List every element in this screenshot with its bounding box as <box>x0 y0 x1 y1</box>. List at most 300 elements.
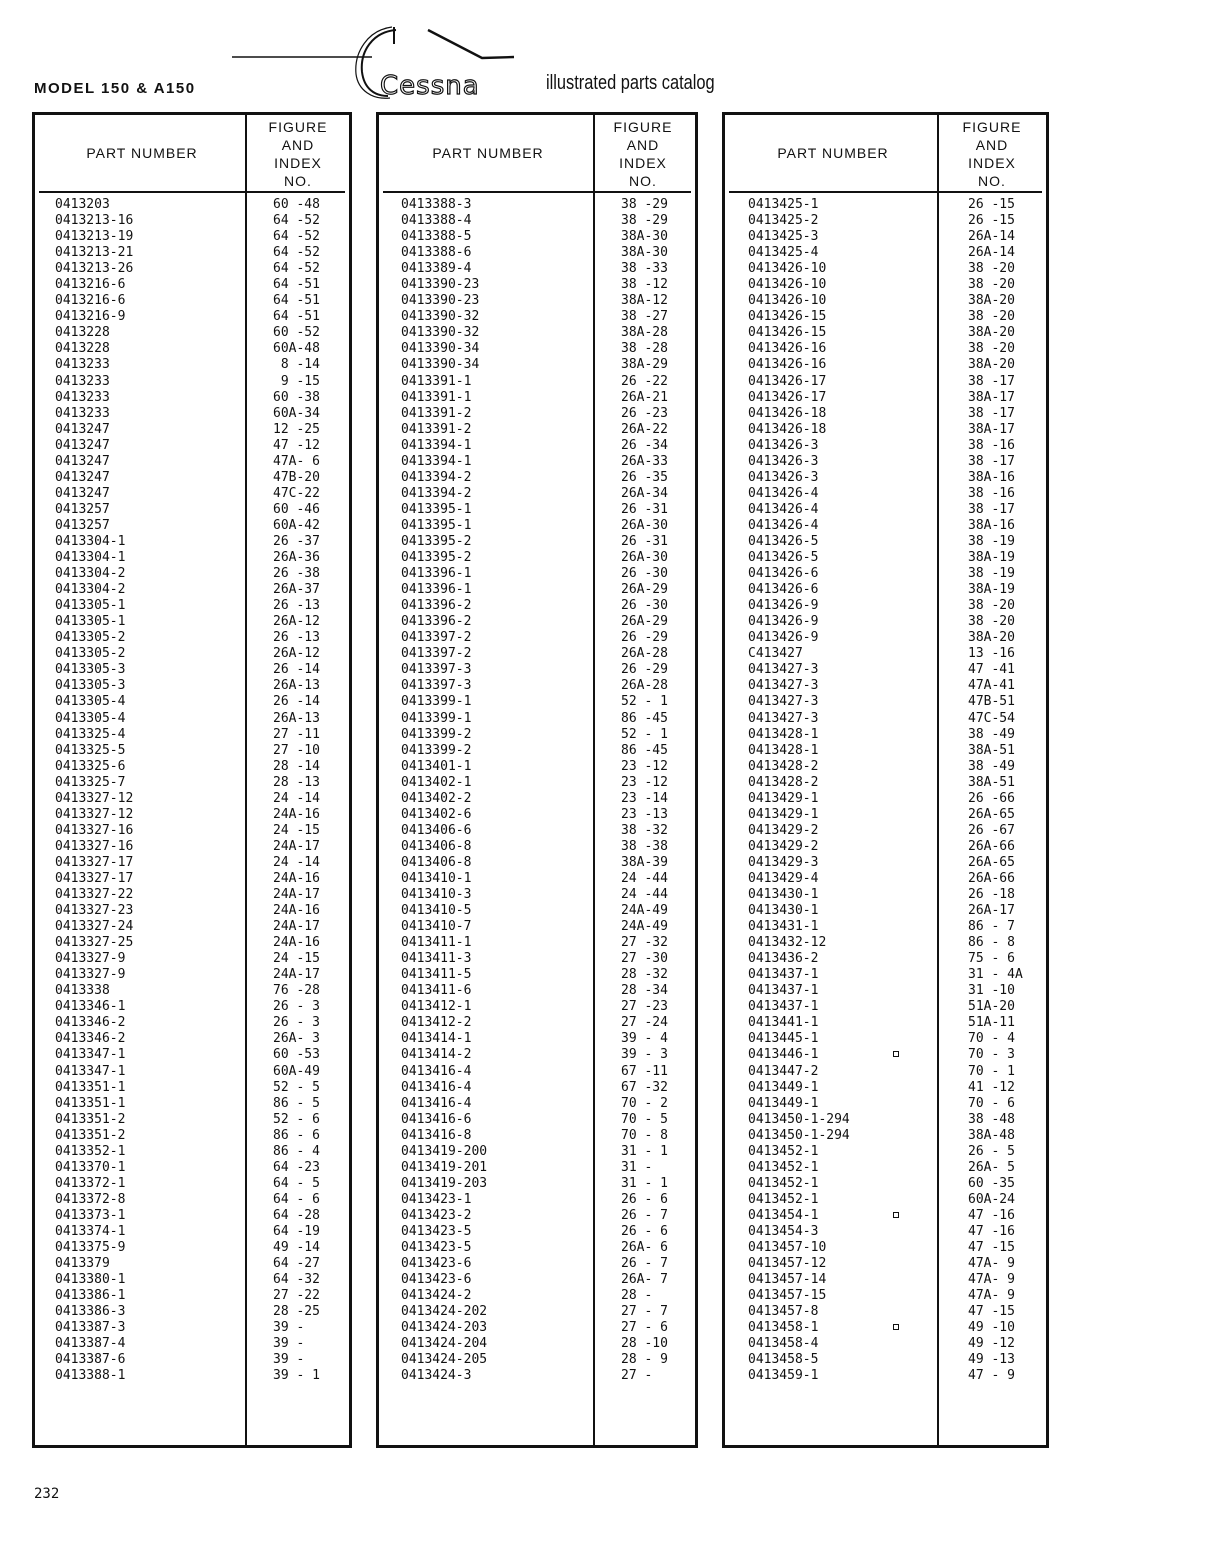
part-number: 0413430-1 <box>748 903 819 919</box>
part-number: 0413412-2 <box>401 1015 472 1031</box>
figure-index: 26A- 7 <box>621 1272 668 1288</box>
table-row <box>35 277 349 293</box>
part-number: 0413351-1 <box>55 1095 126 1111</box>
figure-index: 26A-13 <box>273 710 320 726</box>
part-number: 0413372-8 <box>55 1191 126 1207</box>
table-row <box>725 1336 1046 1352</box>
part-number: 0413247 <box>55 485 110 501</box>
figure-index: 38A-20 <box>968 630 1015 646</box>
table-row <box>379 694 695 710</box>
part-number: 0413305-4 <box>55 694 126 710</box>
table-row <box>35 759 349 775</box>
brand-wordmark: Cessna <box>380 71 480 101</box>
table-row <box>379 823 695 839</box>
part-number: 0413431-1 <box>748 919 819 935</box>
figure-index: 24A-16 <box>273 806 320 822</box>
table-row <box>35 1368 349 1384</box>
figure-index: 26 -18 <box>968 887 1015 903</box>
table-row <box>35 357 349 373</box>
figure-index: 26 -67 <box>968 822 1015 838</box>
figure-index: 60A-49 <box>273 1063 320 1079</box>
table-row <box>379 598 695 614</box>
part-number: 0413327-25 <box>55 935 134 951</box>
table-row <box>725 374 1046 390</box>
table-row <box>725 743 1046 759</box>
figure-index: 24 -15 <box>273 822 320 838</box>
part-number: 0413416-4 <box>401 1095 472 1111</box>
figure-index: 47 -16 <box>968 1224 1015 1239</box>
figure-index: 28 - 9 <box>621 1352 668 1368</box>
figure-index: 70 - 4 <box>968 1031 1015 1047</box>
figure-index: 12 -25 <box>273 421 320 437</box>
parts-column-1 <box>32 112 352 1448</box>
figure-index: 26 -15 <box>968 213 1015 229</box>
part-number: 0413338 <box>55 983 110 999</box>
figure-index: 60 -46 <box>273 501 320 517</box>
part-number: 0413390-32 <box>401 309 480 325</box>
table-row <box>725 1192 1046 1208</box>
part-number-header: PART NUMBER <box>86 145 198 161</box>
part-number: 0413387-3 <box>55 1320 126 1336</box>
table-row <box>725 197 1046 213</box>
part-number: 0413428-1 <box>748 726 819 742</box>
part-number: 0413419-203 <box>401 1175 488 1191</box>
table-row <box>35 502 349 518</box>
part-number: 0413346-2 <box>55 1031 126 1047</box>
table-row <box>379 855 695 871</box>
part-number: 0413397-2 <box>401 630 472 646</box>
table-row <box>379 1288 695 1304</box>
figure-index: 24 -14 <box>273 854 320 870</box>
figure-index: 26 -34 <box>621 437 668 453</box>
table-row <box>35 630 349 646</box>
figure-index: 70 - 5 <box>621 1111 668 1127</box>
part-number: 0413436-2 <box>748 951 819 967</box>
figure-index: 24 -44 <box>621 870 668 886</box>
part-number: 0413228 <box>55 341 110 357</box>
figure-index: 26 - 5 <box>968 1143 1015 1159</box>
table-row <box>379 309 695 325</box>
table-row <box>379 951 695 967</box>
part-number: 0413416-4 <box>401 1063 472 1079</box>
table-row <box>35 1224 349 1240</box>
figure-index: 26 - 3 <box>273 1015 320 1031</box>
table-row <box>725 614 1046 630</box>
part-number: 0413351-2 <box>55 1111 126 1127</box>
part-number: 0413426-5 <box>748 533 819 549</box>
table-row <box>725 390 1046 406</box>
part-number: 0413427-3 <box>748 678 819 694</box>
table-row <box>725 502 1046 518</box>
figure-index: 26A-30 <box>621 517 668 533</box>
figure-index: 38 -17 <box>968 501 1015 517</box>
figure-index: 70 - 6 <box>968 1095 1015 1111</box>
part-number: 0413426-10 <box>748 261 827 277</box>
table-row <box>725 662 1046 678</box>
part-number: 0413426-4 <box>748 501 819 517</box>
table-row <box>725 951 1046 967</box>
table-row <box>725 1304 1046 1320</box>
part-number: 0413427-3 <box>748 710 819 726</box>
part-number: 0413394-1 <box>401 437 472 453</box>
part-number: 0413402-2 <box>401 790 472 806</box>
figure-index: 38A-30 <box>621 229 668 245</box>
figure-index: 86 -45 <box>621 710 668 726</box>
part-number: 0413424-205 <box>401 1352 488 1368</box>
part-number: 0413428-1 <box>748 742 819 758</box>
table-row <box>35 775 349 791</box>
table-row <box>725 1080 1046 1096</box>
part-number: 0413401-1 <box>401 758 472 774</box>
part-number: 0413425-2 <box>748 213 819 229</box>
part-number: 0413429-2 <box>748 822 819 838</box>
part-number: 0413388-5 <box>401 229 472 245</box>
part-number: 0413450-1-294 <box>748 1111 850 1127</box>
part-number: 0413388-3 <box>401 197 472 212</box>
part-number: 0413391-1 <box>401 389 472 405</box>
table-row <box>725 1272 1046 1288</box>
table-row <box>725 871 1046 887</box>
figure-index: 31 -10 <box>968 983 1015 999</box>
part-number: 0413424-202 <box>401 1304 488 1320</box>
table-row <box>35 325 349 341</box>
table-row <box>35 470 349 486</box>
figure-index: 26 - 6 <box>621 1191 668 1207</box>
table-row <box>379 486 695 502</box>
table-row <box>35 967 349 983</box>
figure-index: 27 -24 <box>621 1015 668 1031</box>
part-number: 0413399-2 <box>401 726 472 742</box>
figure-index: 38A-19 <box>968 550 1015 566</box>
figure-index: 51A-11 <box>968 1015 1015 1031</box>
table-row <box>725 245 1046 261</box>
figure-index: 86 - 5 <box>273 1095 320 1111</box>
part-number: 0413452-1 <box>748 1159 819 1175</box>
table-row <box>35 1160 349 1176</box>
figure-index: 31 - 4A <box>968 967 1023 983</box>
figure-index: 49 -13 <box>968 1352 1015 1368</box>
table-row <box>379 839 695 855</box>
figure-index: 60 -38 <box>273 389 320 405</box>
part-number: 0413416-4 <box>401 1079 472 1095</box>
figure-index: 26 -66 <box>968 790 1015 806</box>
figure-index: 64 - 5 <box>273 1175 320 1191</box>
table-row <box>725 213 1046 229</box>
figure-index: 64 -19 <box>273 1224 320 1239</box>
table-row <box>35 598 349 614</box>
part-number: 0413216-6 <box>55 293 126 309</box>
part-number: 0413395-1 <box>401 517 472 533</box>
table-row <box>35 839 349 855</box>
table-row <box>725 261 1046 277</box>
table-row <box>379 759 695 775</box>
table-row <box>725 759 1046 775</box>
table-row <box>35 1256 349 1272</box>
part-number: 0413424-3 <box>401 1368 472 1384</box>
table-row <box>725 1288 1046 1304</box>
figure-index: 38 -38 <box>621 838 668 854</box>
table-row <box>725 566 1046 582</box>
figure-index: 24 -14 <box>273 790 320 806</box>
table-row <box>379 1208 695 1224</box>
table-row <box>379 213 695 229</box>
part-number: 0413305-2 <box>55 646 126 662</box>
figure-index-header <box>937 118 1047 190</box>
part-number: 0413447-2 <box>748 1063 819 1079</box>
table-row <box>725 903 1046 919</box>
table-row <box>725 438 1046 454</box>
part-number: 0413437-1 <box>748 999 819 1015</box>
figure-index: 26 -29 <box>621 662 668 678</box>
part-number: 0413419-201 <box>401 1159 488 1175</box>
part-number: 0413325-4 <box>55 726 126 742</box>
part-number: 0413426-9 <box>748 598 819 614</box>
table-row <box>35 1288 349 1304</box>
table-row <box>379 470 695 486</box>
table-row <box>379 662 695 678</box>
figure-index: 26 -35 <box>621 469 668 485</box>
part-number: 0413305-1 <box>55 598 126 614</box>
part-number: 0413347-1 <box>55 1047 126 1063</box>
figure-index: 24A-49 <box>621 919 668 935</box>
table-row <box>725 1176 1046 1192</box>
table-row <box>35 1208 349 1224</box>
figure-index: 26A-65 <box>968 854 1015 870</box>
part-number: 0413325-6 <box>55 758 126 774</box>
part-number: 0413457-8 <box>748 1304 819 1320</box>
figure-index: 23 -12 <box>621 774 668 790</box>
table-row <box>35 390 349 406</box>
table-row <box>725 229 1046 245</box>
part-number: 0413390-23 <box>401 293 480 309</box>
table-row <box>379 438 695 454</box>
table-row <box>35 646 349 662</box>
figure-index: 60A-34 <box>273 405 320 421</box>
table-row <box>35 197 349 213</box>
part-number: 0413437-1 <box>748 967 819 983</box>
figure-index: 26A- 3 <box>273 1031 320 1047</box>
figure-index: 38A-12 <box>621 293 668 309</box>
table-row <box>379 775 695 791</box>
table-row <box>379 566 695 582</box>
part-number: 0413247 <box>55 437 110 453</box>
table-row <box>725 646 1046 662</box>
part-number: 0413458-5 <box>748 1352 819 1368</box>
table-row <box>379 1047 695 1063</box>
part-number: 0413457-14 <box>748 1272 827 1288</box>
figure-index: 75 - 6 <box>968 951 1015 967</box>
figure-index: 47 - 9 <box>968 1368 1015 1384</box>
figure-index: 24A-17 <box>273 887 320 903</box>
table-row <box>379 390 695 406</box>
figure-index: 26A-33 <box>621 453 668 469</box>
table-row <box>379 1160 695 1176</box>
part-number: 0413406-8 <box>401 838 472 854</box>
figure-header-line: INDEX <box>968 155 1016 171</box>
figure-index: 31 - 1 <box>621 1175 668 1191</box>
part-number: 0413426-3 <box>748 453 819 469</box>
part-number: 0413325-5 <box>55 742 126 758</box>
table-row <box>725 935 1046 951</box>
part-number: 0413233 <box>55 357 110 373</box>
figure-index-header <box>245 118 351 190</box>
table-row <box>35 454 349 470</box>
figure-index: 38A-28 <box>621 325 668 341</box>
figure-index: 38 -20 <box>968 277 1015 293</box>
table-row <box>379 197 695 213</box>
table-row <box>35 1128 349 1144</box>
table-row <box>725 582 1046 598</box>
figure-index: 64 -52 <box>273 213 320 229</box>
figure-index: 86 -45 <box>621 742 668 758</box>
figure-index: 38 -27 <box>621 309 668 325</box>
table-row <box>379 582 695 598</box>
figure-index: 39 - 3 <box>621 1047 668 1063</box>
table-row <box>35 566 349 582</box>
figure-index: 26 -38 <box>273 566 320 582</box>
figure-index: 8 -14 <box>273 357 320 373</box>
page-number: 232 <box>34 1486 60 1502</box>
part-number: 0413228 <box>55 325 110 341</box>
table-row <box>35 694 349 710</box>
figure-index: 26 -31 <box>621 533 668 549</box>
figure-index: 27 - 6 <box>621 1320 668 1336</box>
table-row <box>379 406 695 422</box>
table-row <box>35 1031 349 1047</box>
part-number: 0413257 <box>55 501 110 517</box>
table-row <box>379 1015 695 1031</box>
part-number: 0413395-2 <box>401 533 472 549</box>
table-row <box>379 1256 695 1272</box>
table-row <box>379 999 695 1015</box>
table-row <box>725 454 1046 470</box>
figure-index: 28 -10 <box>621 1336 668 1352</box>
table-row <box>35 1272 349 1288</box>
figure-index: 27 -10 <box>273 742 320 758</box>
figure-index: 67 -32 <box>621 1079 668 1095</box>
figure-index: 31 - 1 <box>621 1143 668 1159</box>
table-row <box>379 261 695 277</box>
table-row <box>35 887 349 903</box>
figure-index: 26 -37 <box>273 533 320 549</box>
figure-index: 26 - 7 <box>621 1256 668 1272</box>
table-row <box>35 582 349 598</box>
table-row <box>725 694 1046 710</box>
part-number: 0413257 <box>55 517 110 533</box>
figure-index: 38A-48 <box>968 1127 1015 1143</box>
figure-index: 47 -15 <box>968 1240 1015 1256</box>
part-number: 0413426-15 <box>748 325 827 341</box>
figure-index: 47A- 9 <box>968 1256 1015 1272</box>
figure-index: 60 -53 <box>273 1047 320 1063</box>
table-row <box>379 293 695 309</box>
part-number: 0413389-4 <box>401 261 472 277</box>
figure-index: 38A-19 <box>968 582 1015 598</box>
figure-index: 38A-29 <box>621 357 668 373</box>
figure-index: 38 -48 <box>968 1111 1015 1127</box>
figure-index: 47 -16 <box>968 1207 1015 1223</box>
figure-index: 23 -12 <box>621 758 668 774</box>
model-label: MODEL 150 & A150 <box>34 80 196 97</box>
part-number: 0413426-5 <box>748 550 819 566</box>
figure-index: 51A-20 <box>968 999 1015 1015</box>
part-number: 0413426-10 <box>748 293 827 309</box>
figure-index: 26 -30 <box>621 566 668 582</box>
figure-index: 26 - 6 <box>621 1224 668 1239</box>
figure-header-line: AND <box>975 137 1009 153</box>
figure-index: 26A-14 <box>968 229 1015 245</box>
table-row <box>35 374 349 390</box>
table-row <box>725 999 1046 1015</box>
table-row <box>35 951 349 967</box>
table-row <box>379 534 695 550</box>
part-number: 0413445-1 <box>748 1031 819 1047</box>
table-row <box>379 550 695 566</box>
part-number: 0413305-1 <box>55 614 126 630</box>
figure-index: 47A- 9 <box>968 1288 1015 1304</box>
part-number: 0413430-1 <box>748 887 819 903</box>
part-number: 0413423-2 <box>401 1207 472 1223</box>
figure-index: 38 -28 <box>621 341 668 357</box>
figure-index: 38 -20 <box>968 598 1015 614</box>
figure-index: 38 -33 <box>621 261 668 277</box>
square-marker-icon <box>893 1051 899 1057</box>
part-number: 0413399-1 <box>401 694 472 710</box>
figure-index: 27 -11 <box>273 726 320 742</box>
table-row <box>35 1352 349 1368</box>
part-number: 0413388-1 <box>55 1368 126 1384</box>
figure-index: 28 - <box>621 1288 653 1304</box>
part-number-header: PART NUMBER <box>432 145 544 161</box>
part-number: 0413396-1 <box>401 566 472 582</box>
table-row <box>35 662 349 678</box>
table-row <box>379 1320 695 1336</box>
figure-index: 64 -28 <box>273 1207 320 1223</box>
table-row <box>725 983 1046 999</box>
table-row <box>35 1304 349 1320</box>
table-row <box>725 406 1046 422</box>
table-row <box>725 823 1046 839</box>
figure-index: 47 -15 <box>968 1304 1015 1320</box>
figure-index: 26A-66 <box>968 870 1015 886</box>
part-number: 0413395-1 <box>401 501 472 517</box>
figure-index: 86 - 6 <box>273 1127 320 1143</box>
table-row <box>379 1368 695 1384</box>
table-row <box>35 919 349 935</box>
part-number: 0413450-1-294 <box>748 1127 850 1143</box>
figure-index: 38 -20 <box>968 261 1015 277</box>
table-row <box>725 1224 1046 1240</box>
part-number: 0413233 <box>55 405 110 421</box>
figure-index: 23 -14 <box>621 790 668 806</box>
table-row <box>379 341 695 357</box>
table-row <box>379 422 695 438</box>
figure-index: 26A-66 <box>968 838 1015 854</box>
part-number: 0413423-6 <box>401 1256 472 1272</box>
figure-index: 27 -23 <box>621 999 668 1015</box>
figure-index: 38A-39 <box>621 854 668 870</box>
part-number: 0413247 <box>55 421 110 437</box>
part-number: 0413449-1 <box>748 1079 819 1095</box>
part-number: 0413426-6 <box>748 582 819 598</box>
part-number: 0413454-3 <box>748 1224 819 1239</box>
table-row <box>35 550 349 566</box>
table-row <box>379 983 695 999</box>
part-number: 0413397-3 <box>401 678 472 694</box>
part-number: 0413327-16 <box>55 822 134 838</box>
figure-index: 38 -16 <box>968 485 1015 501</box>
figure-index: 24 -44 <box>621 887 668 903</box>
